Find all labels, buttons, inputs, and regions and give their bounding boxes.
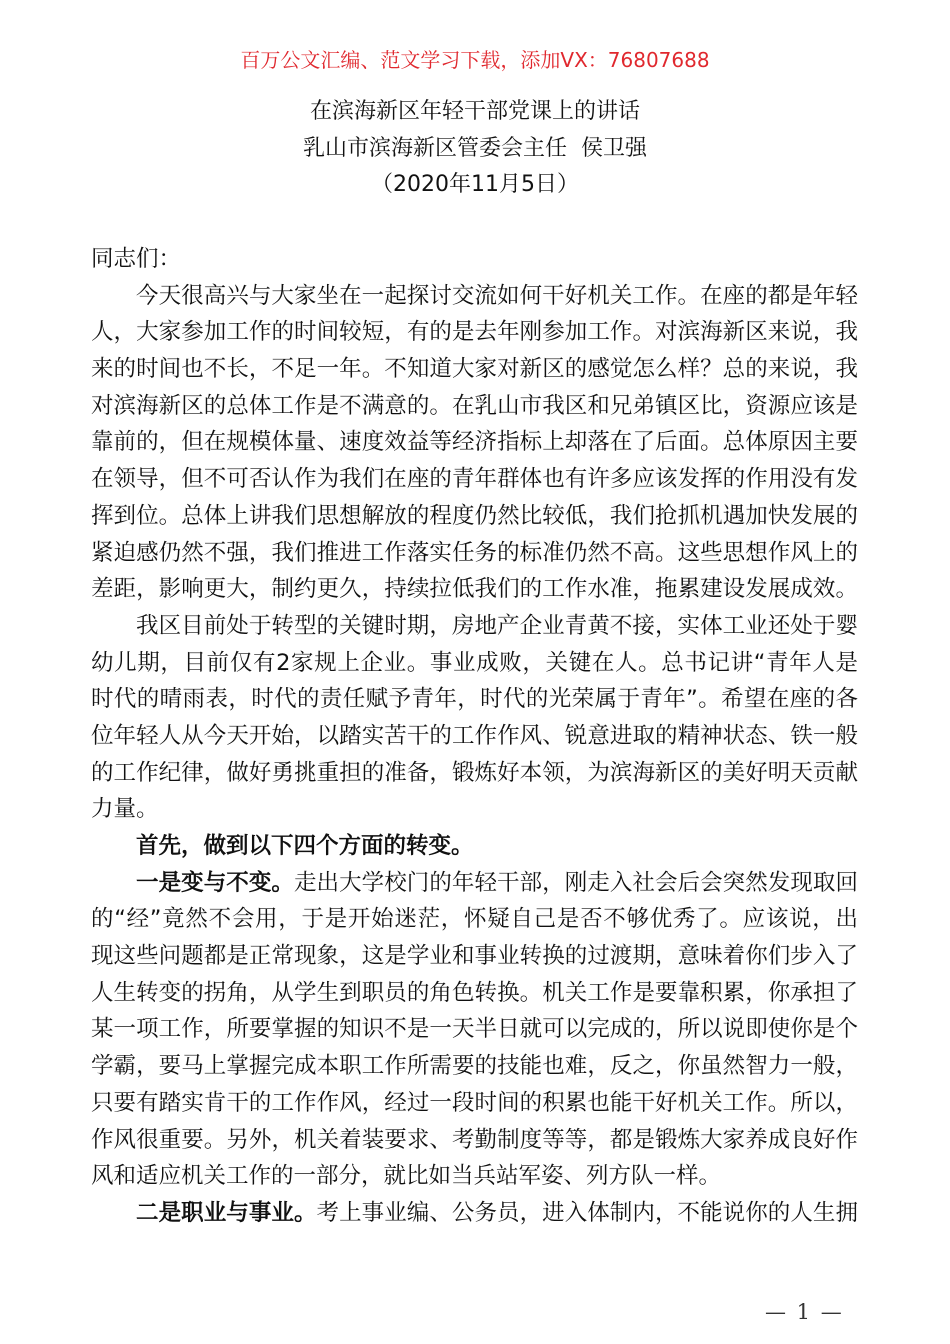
line-text: 学霸，要马上掌握完成本职工作所需要的技能也难，反之，你虽然智力一般， xyxy=(91,1053,858,1080)
paragraph-line xyxy=(91,1011,858,1048)
paragraph xyxy=(91,865,858,1195)
document-author: 乳山市滨海新区管委会主任 侯卫强 xyxy=(303,135,647,161)
line-text: 我区目前处于转型的关键时期，房地产企业青黄不接，实体工业还处于婴 xyxy=(136,612,858,639)
line-text: 人，大家参加工作的时间较短，有的是去年刚参加工作。对滨海新区来说，我 xyxy=(91,319,858,346)
bold-heading: 二是职业与事业。 xyxy=(136,1199,317,1226)
paragraph-line xyxy=(91,388,858,425)
paragraph-line xyxy=(91,535,858,572)
line-text: 在领导，但不可否认作为我们在座的青年群体也有许多应该发挥的作用没有发 xyxy=(91,466,858,493)
paragraph-line xyxy=(91,278,858,315)
line-text: 考上事业编、公务员，进入体制内，不能说你的人生拥 xyxy=(316,1199,858,1226)
document-body xyxy=(91,241,858,1232)
line-text: 风和适应机关工作的一部分，就比如当兵站军姿、列方队一样。 xyxy=(91,1163,722,1190)
paragraph-line xyxy=(91,351,858,388)
paragraph-line xyxy=(91,791,858,828)
paragraph-line xyxy=(91,975,858,1012)
line-text: 今天很高兴与大家坐在一起探讨交流如何干好机关工作。在座的都是年轻 xyxy=(136,282,858,309)
line-text: 人生转变的拐角，从学生到职员的角色转换。机关工作是要靠积累，你承担了 xyxy=(91,979,858,1006)
paragraph-line xyxy=(91,571,858,608)
line-text: 的工作纪律，做好勇挑重担的准备，锻炼好本领，为滨海新区的美好明天贡献 xyxy=(91,759,858,786)
line-text: 走出大学校门的年轻干部，刚走入社会后会突然发现取回 xyxy=(293,869,858,896)
paragraph-line xyxy=(91,608,858,645)
greeting: 同志们： xyxy=(91,246,182,272)
document-date: （2020年11月5日） xyxy=(371,172,579,198)
line-text: 的“经”竟然不会用，于是开始迷茫，怀疑自己是否不够优秀了。应该说，出 xyxy=(91,906,858,933)
line-text: 现这些问题都是正常现象，这是学业和事业转换的过渡期，意味着你们步入了 xyxy=(91,943,858,970)
line-text: 位年轻人从今天开始，以踏实苦干的工作作风、锐意进取的精神状态、铁一般 xyxy=(91,722,858,749)
paragraph-line xyxy=(91,1195,858,1232)
paragraph-line xyxy=(91,1085,858,1122)
line-text: 只要有踏实肯干的工作作风，经过一段时间的积累也能干好机关工作。所以， xyxy=(91,1089,858,1116)
paragraph-line xyxy=(91,755,858,792)
paragraph-line xyxy=(91,424,858,461)
page-number: — 1 — xyxy=(765,1300,844,1324)
paragraph-line xyxy=(91,1122,858,1159)
paragraph-line xyxy=(91,314,858,351)
line-text: 某一项工作，所要掌握的知识不是一天半日就可以完成的，所以说即使你是个 xyxy=(91,1016,858,1043)
watermark-banner: 百万公文汇编、范文学习下载，添加VX：76807688 xyxy=(240,48,710,72)
line-text: 挥到位。总体上讲我们思想解放的程度仍然比较低，我们抢抓机遇加快发展的 xyxy=(91,502,858,529)
line-text: 对滨海新区的总体工作是不满意的。在乳山市我区和兄弟镇区比，资源应该是 xyxy=(91,392,858,419)
paragraph-line xyxy=(91,938,858,975)
bold-heading: 首先，做到以下四个方面的转变。 xyxy=(136,833,474,859)
line-text: 作风很重要。另外，机关着装要求、考勤制度等等，都是锻炼大家养成良好作 xyxy=(91,1126,858,1153)
paragraph-line xyxy=(91,718,858,755)
bold-heading: 一是变与不变。 xyxy=(136,869,294,896)
document-header xyxy=(0,94,950,204)
paragraph-line xyxy=(91,681,858,718)
line-text: 差距，影响更大，制约更久，持续拉低我们的工作水准，拖累建设发展成效。 xyxy=(91,576,858,603)
paragraph-line xyxy=(91,498,858,535)
document-title: 在滨海新区年轻干部党课上的讲话 xyxy=(309,99,640,124)
paragraph-line xyxy=(91,828,858,865)
paragraph xyxy=(91,828,858,865)
paragraph-line xyxy=(91,461,858,498)
paragraph-line xyxy=(91,1048,858,1085)
line-text: 幼儿期，目前仅有2家规上企业。事业成败，关键在人。总书记讲“青年人是 xyxy=(91,649,858,676)
paragraph-line xyxy=(91,645,858,682)
paragraph xyxy=(91,1195,858,1232)
paragraph xyxy=(91,278,858,608)
paragraph-line xyxy=(91,901,858,938)
line-text: 来的时间也不长，不足一年。不知道大家对新区的感觉怎么样？总的来说，我 xyxy=(91,356,858,383)
line-text: 靠前的，但在规模体量、速度效益等经济指标上却落在了后面。总体原因主要 xyxy=(91,429,858,456)
line-text: 时代的晴雨表，时代的责任赋予青年，时代的光荣属于青年”。希望在座的各 xyxy=(91,686,858,713)
line-text: 紧迫感仍然不强，我们推进工作落实任务的标准仍然不高。这些思想作风上的 xyxy=(91,539,858,566)
paragraph-line xyxy=(91,1158,858,1195)
line-text: 力量。 xyxy=(91,796,159,823)
paragraph xyxy=(91,608,858,828)
paragraph-line xyxy=(91,865,858,902)
